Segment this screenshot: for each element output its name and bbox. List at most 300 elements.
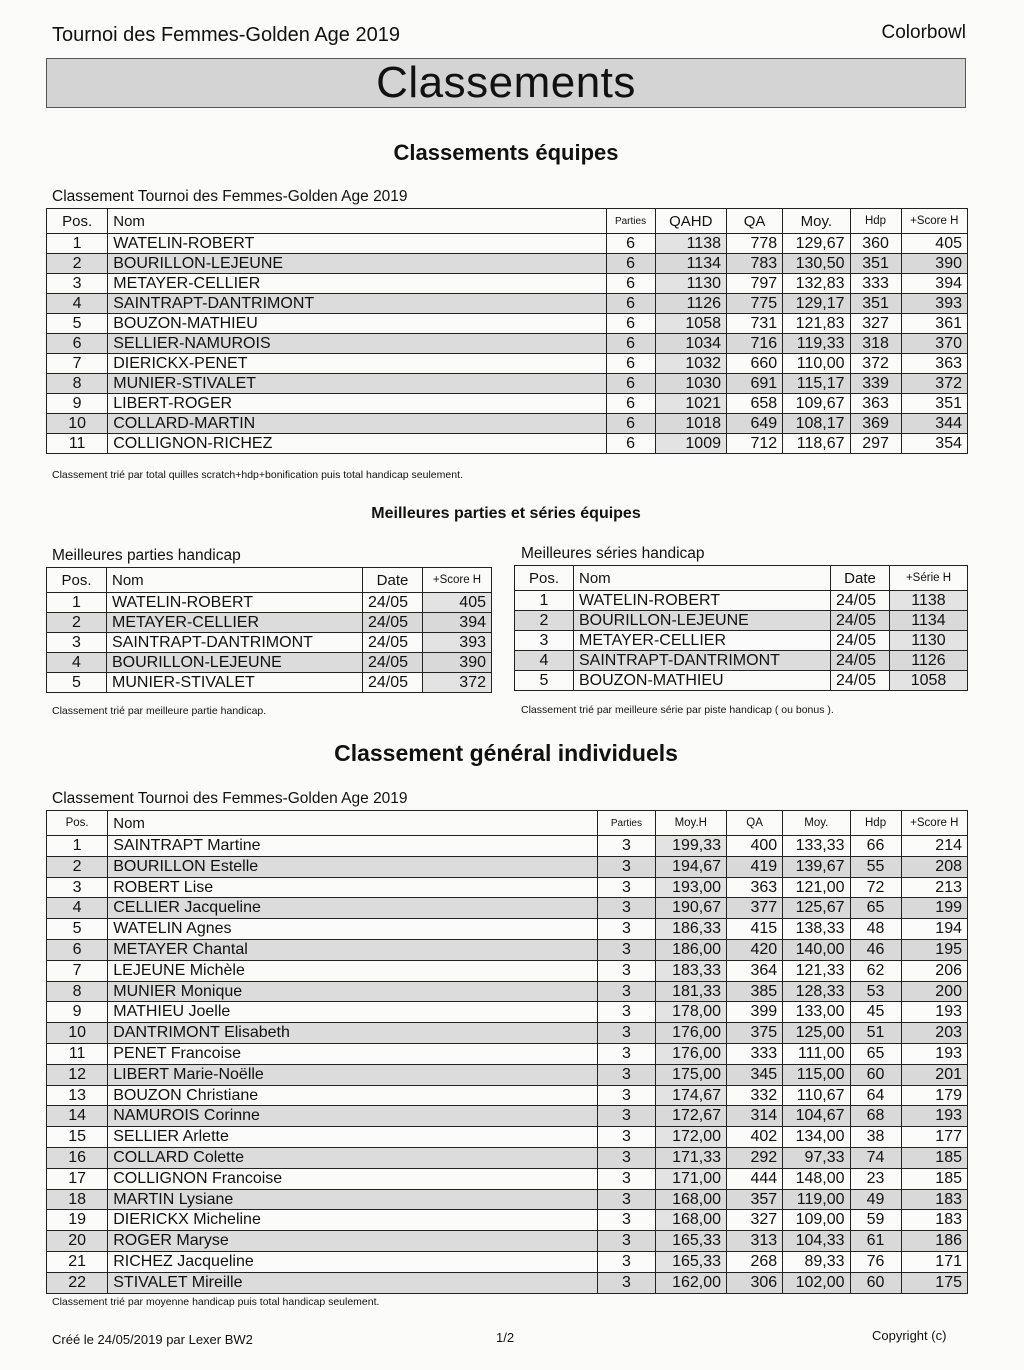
average-cell: 104,67 xyxy=(783,1106,850,1127)
best-series-caption: Meilleures séries handicap xyxy=(521,545,705,562)
handicap-cell: 360 xyxy=(850,234,901,254)
handicap-cell: 38 xyxy=(850,1127,901,1148)
column-header: QAHD xyxy=(655,209,726,234)
series-h-cell: 1058 xyxy=(890,671,968,691)
best-series-note: Classement trié par meilleure série par piste handicap ( ou bonus ). xyxy=(521,704,834,716)
score-h-cell: 344 xyxy=(901,414,967,434)
footer-created: Créé le 24/05/2019 par Lexer BW2 xyxy=(52,1332,253,1347)
table-row xyxy=(515,631,968,651)
position-cell: 4 xyxy=(47,294,108,314)
score-h-cell: 201 xyxy=(901,1064,967,1085)
score-h-cell: 206 xyxy=(901,960,967,981)
games-cell: 6 xyxy=(606,334,655,354)
date-cell: 24/05 xyxy=(831,591,890,611)
name-cell: METAYER-CELLIER xyxy=(108,274,606,294)
individual-section-title: Classement général individuels xyxy=(334,740,678,766)
position-cell: 5 xyxy=(47,919,108,940)
score-h-cell: 354 xyxy=(901,434,967,454)
table-row xyxy=(47,1189,968,1210)
name-cell: MARTIN Lysiane xyxy=(108,1189,598,1210)
position-cell: 14 xyxy=(47,1106,108,1127)
avg-h-cell: 172,67 xyxy=(655,1106,726,1127)
handicap-cell: 369 xyxy=(850,414,901,434)
position-cell: 18 xyxy=(47,1189,108,1210)
score-h-cell: 195 xyxy=(901,939,967,960)
table-row xyxy=(47,1064,968,1085)
position-cell: 6 xyxy=(47,939,108,960)
score-h-cell: 177 xyxy=(901,1127,967,1148)
name-cell: ROBERT Lise xyxy=(108,877,598,898)
name-cell: SELLIER-NAMUROIS xyxy=(108,334,606,354)
score-h-cell: 372 xyxy=(901,374,967,394)
qa-cell: 716 xyxy=(726,334,782,354)
avg-h-cell: 178,00 xyxy=(655,1002,726,1023)
column-header: QA xyxy=(726,209,782,234)
score-h-cell: 405 xyxy=(423,593,492,613)
name-cell: SAINTRAPT-DANTRIMONT xyxy=(574,651,831,671)
table-row xyxy=(47,653,492,673)
position-cell: 4 xyxy=(515,651,574,671)
date-cell: 24/05 xyxy=(831,611,890,631)
qa-cell: 292 xyxy=(727,1147,783,1168)
name-cell: LIBERT Marie-Noëlle xyxy=(108,1064,598,1085)
games-cell: 3 xyxy=(598,1210,655,1231)
games-cell: 3 xyxy=(598,1043,655,1064)
score-h-cell: 393 xyxy=(901,294,967,314)
page-banner: Classements xyxy=(46,58,966,108)
table-row xyxy=(47,1023,968,1044)
best-section-title: Meilleures parties et séries équipes xyxy=(371,505,641,522)
column-header: Nom xyxy=(108,209,606,234)
column-header: Date xyxy=(831,566,890,591)
score-h-cell: 203 xyxy=(901,1023,967,1044)
qa-cell: 363 xyxy=(727,877,783,898)
handicap-cell: 65 xyxy=(850,1043,901,1064)
qa-cell: 268 xyxy=(727,1251,783,1272)
score-h-cell: 183 xyxy=(901,1189,967,1210)
name-cell: BOURILLON Estelle xyxy=(108,856,598,877)
avg-h-cell: 181,33 xyxy=(655,981,726,1002)
average-cell: 110,00 xyxy=(783,354,850,374)
table-row xyxy=(47,1251,968,1272)
average-cell: 130,50 xyxy=(783,254,850,274)
table-row xyxy=(515,611,968,631)
games-cell: 3 xyxy=(598,1002,655,1023)
table-row xyxy=(47,374,968,394)
name-cell: PENET Francoise xyxy=(108,1043,598,1064)
qa-cell: 712 xyxy=(726,434,782,454)
average-cell: 121,00 xyxy=(783,877,850,898)
qahd-cell: 1009 xyxy=(655,434,726,454)
name-cell: DIERICKX-PENET xyxy=(108,354,606,374)
score-h-cell: 171 xyxy=(901,1251,967,1272)
games-cell: 6 xyxy=(606,434,655,454)
table-row xyxy=(47,1231,968,1252)
handicap-cell: 339 xyxy=(850,374,901,394)
average-cell: 125,00 xyxy=(783,1023,850,1044)
average-cell: 111,00 xyxy=(783,1043,850,1064)
handicap-cell: 45 xyxy=(850,1002,901,1023)
score-h-cell: 208 xyxy=(901,856,967,877)
column-header: Date xyxy=(363,568,423,593)
table-row xyxy=(47,981,968,1002)
qahd-cell: 1034 xyxy=(655,334,726,354)
column-header: Hdp xyxy=(850,209,901,234)
date-cell: 24/05 xyxy=(831,671,890,691)
qa-cell: 364 xyxy=(727,960,783,981)
handicap-cell: 74 xyxy=(850,1147,901,1168)
handicap-cell: 60 xyxy=(850,1272,901,1293)
qa-cell: 415 xyxy=(727,919,783,940)
games-cell: 3 xyxy=(598,960,655,981)
qa-cell: 327 xyxy=(727,1210,783,1231)
table-row xyxy=(47,274,968,294)
column-header: Parties xyxy=(606,209,655,234)
name-cell: WATELIN Agnes xyxy=(108,919,598,940)
table-row xyxy=(47,254,968,274)
table-row xyxy=(47,1043,968,1064)
qa-cell: 313 xyxy=(727,1231,783,1252)
position-cell: 6 xyxy=(47,334,108,354)
average-cell: 125,67 xyxy=(783,898,850,919)
teams-section-title: Classements équipes xyxy=(393,140,619,165)
date-cell: 24/05 xyxy=(363,633,423,653)
name-cell: ROGER Maryse xyxy=(108,1231,598,1252)
position-cell: 16 xyxy=(47,1147,108,1168)
name-cell: METAYER-CELLIER xyxy=(107,613,363,633)
avg-h-cell: 176,00 xyxy=(655,1043,726,1064)
date-cell: 24/05 xyxy=(363,673,423,693)
table-row xyxy=(47,1147,968,1168)
name-cell: BOUZON-MATHIEU xyxy=(108,314,606,334)
individual-ranking-table xyxy=(46,810,968,1294)
games-cell: 6 xyxy=(606,314,655,334)
score-h-cell: 213 xyxy=(901,877,967,898)
position-cell: 13 xyxy=(47,1085,108,1106)
handicap-cell: 68 xyxy=(850,1106,901,1127)
teams-ranking-table xyxy=(46,208,968,454)
table-row xyxy=(47,434,968,454)
average-cell: 109,00 xyxy=(783,1210,850,1231)
table-row xyxy=(47,314,968,334)
qahd-cell: 1130 xyxy=(655,274,726,294)
name-cell: WATELIN-ROBERT xyxy=(107,593,363,613)
qa-cell: 385 xyxy=(727,981,783,1002)
games-cell: 6 xyxy=(606,234,655,254)
avg-h-cell: 172,00 xyxy=(655,1127,726,1148)
position-cell: 7 xyxy=(47,960,108,981)
position-cell: 20 xyxy=(47,1231,108,1252)
qahd-cell: 1138 xyxy=(655,234,726,254)
handicap-cell: 297 xyxy=(850,434,901,454)
score-h-cell: 351 xyxy=(901,394,967,414)
games-cell: 3 xyxy=(598,1064,655,1085)
games-cell: 6 xyxy=(606,394,655,414)
average-cell: 108,17 xyxy=(783,414,850,434)
date-cell: 24/05 xyxy=(363,593,423,613)
table-row xyxy=(47,960,968,981)
games-cell: 6 xyxy=(606,414,655,434)
position-cell: 1 xyxy=(47,836,108,857)
avg-h-cell: 176,00 xyxy=(655,1023,726,1044)
position-cell: 17 xyxy=(47,1168,108,1189)
name-cell: SAINTRAPT-DANTRIMONT xyxy=(108,294,606,314)
average-cell: 129,17 xyxy=(783,294,850,314)
position-cell: 2 xyxy=(47,856,108,877)
avg-h-cell: 162,00 xyxy=(655,1272,726,1293)
position-cell: 4 xyxy=(47,898,108,919)
name-cell: DIERICKX Micheline xyxy=(108,1210,598,1231)
handicap-cell: 61 xyxy=(850,1231,901,1252)
series-h-cell: 1138 xyxy=(890,591,968,611)
average-cell: 109,67 xyxy=(783,394,850,414)
position-cell: 19 xyxy=(47,1210,108,1231)
teams-caption: Classement Tournoi des Femmes-Golden Age 2019 xyxy=(52,188,408,205)
games-cell: 3 xyxy=(598,1251,655,1272)
score-h-cell: 372 xyxy=(423,673,492,693)
brand-name: Colorbowl xyxy=(881,22,966,43)
position-cell: 15 xyxy=(47,1127,108,1148)
games-cell: 3 xyxy=(598,1023,655,1044)
handicap-cell: 372 xyxy=(850,354,901,374)
avg-h-cell: 175,00 xyxy=(655,1064,726,1085)
table-row xyxy=(47,294,968,314)
avg-h-cell: 183,33 xyxy=(655,960,726,981)
games-cell: 3 xyxy=(598,1189,655,1210)
column-header: Nom xyxy=(107,568,363,593)
position-cell: 3 xyxy=(47,877,108,898)
average-cell: 115,17 xyxy=(783,374,850,394)
name-cell: COLLARD Colette xyxy=(108,1147,598,1168)
average-cell: 118,67 xyxy=(783,434,850,454)
column-header: Parties xyxy=(598,811,655,836)
qahd-cell: 1134 xyxy=(655,254,726,274)
handicap-cell: 55 xyxy=(850,856,901,877)
position-cell: 1 xyxy=(515,591,574,611)
position-cell: 12 xyxy=(47,1064,108,1085)
position-cell: 5 xyxy=(515,671,574,691)
score-h-cell: 193 xyxy=(901,1106,967,1127)
qa-cell: 332 xyxy=(727,1085,783,1106)
average-cell: 110,67 xyxy=(783,1085,850,1106)
name-cell: LIBERT-ROGER xyxy=(108,394,606,414)
qa-cell: 357 xyxy=(727,1189,783,1210)
table-row xyxy=(515,591,968,611)
score-h-cell: 193 xyxy=(901,1002,967,1023)
qahd-cell: 1018 xyxy=(655,414,726,434)
handicap-cell: 351 xyxy=(850,254,901,274)
games-cell: 3 xyxy=(598,939,655,960)
average-cell: 97,33 xyxy=(783,1147,850,1168)
column-header: Pos. xyxy=(515,566,574,591)
avg-h-cell: 171,33 xyxy=(655,1147,726,1168)
table-row xyxy=(47,234,968,254)
average-cell: 148,00 xyxy=(783,1168,850,1189)
score-h-cell: 361 xyxy=(901,314,967,334)
date-cell: 24/05 xyxy=(831,651,890,671)
date-cell: 24/05 xyxy=(363,653,423,673)
name-cell: RICHEZ Jacqueline xyxy=(108,1251,598,1272)
individual-caption: Classement Tournoi des Femmes-Golden Age 2019 xyxy=(52,790,408,807)
position-cell: 9 xyxy=(47,394,108,414)
games-cell: 3 xyxy=(598,1231,655,1252)
name-cell: MUNIER-STIVALET xyxy=(108,374,606,394)
column-header: Nom xyxy=(574,566,831,591)
handicap-cell: 23 xyxy=(850,1168,901,1189)
name-cell: COLLIGNON Francoise xyxy=(108,1168,598,1189)
table-row xyxy=(47,856,968,877)
score-h-cell: 393 xyxy=(423,633,492,653)
qa-cell: 649 xyxy=(726,414,782,434)
name-cell: BOURILLON-LEJEUNE xyxy=(108,254,606,274)
qahd-cell: 1021 xyxy=(655,394,726,414)
table-row xyxy=(47,877,968,898)
name-cell: STIVALET Mireille xyxy=(108,1272,598,1293)
handicap-cell: 53 xyxy=(850,981,901,1002)
score-h-cell: 186 xyxy=(901,1231,967,1252)
table-row xyxy=(47,1085,968,1106)
qa-cell: 420 xyxy=(727,939,783,960)
table-row xyxy=(47,593,492,613)
score-h-cell: 394 xyxy=(901,274,967,294)
name-cell: COLLARD-MARTIN xyxy=(108,414,606,434)
handicap-cell: 64 xyxy=(850,1085,901,1106)
score-h-cell: 390 xyxy=(901,254,967,274)
average-cell: 132,83 xyxy=(783,274,850,294)
position-cell: 1 xyxy=(47,593,107,613)
table-row xyxy=(47,613,492,633)
games-cell: 3 xyxy=(598,981,655,1002)
position-cell: 10 xyxy=(47,1023,108,1044)
handicap-cell: 49 xyxy=(850,1189,901,1210)
position-cell: 21 xyxy=(47,1251,108,1272)
average-cell: 121,33 xyxy=(783,960,850,981)
handicap-cell: 72 xyxy=(850,877,901,898)
score-h-cell: 185 xyxy=(901,1168,967,1189)
handicap-cell: 351 xyxy=(850,294,901,314)
qa-cell: 778 xyxy=(726,234,782,254)
qa-cell: 314 xyxy=(727,1106,783,1127)
avg-h-cell: 168,00 xyxy=(655,1189,726,1210)
name-cell: WATELIN-ROBERT xyxy=(108,234,606,254)
column-header: +Série H xyxy=(890,566,968,591)
qahd-cell: 1032 xyxy=(655,354,726,374)
qa-cell: 402 xyxy=(727,1127,783,1148)
average-cell: 104,33 xyxy=(783,1231,850,1252)
column-header: Moy. xyxy=(783,811,850,836)
score-h-cell: 175 xyxy=(901,1272,967,1293)
games-cell: 6 xyxy=(606,274,655,294)
handicap-cell: 318 xyxy=(850,334,901,354)
average-cell: 134,00 xyxy=(783,1127,850,1148)
best-games-caption: Meilleures parties handicap xyxy=(52,547,241,564)
avg-h-cell: 165,33 xyxy=(655,1231,726,1252)
games-cell: 3 xyxy=(598,1168,655,1189)
name-cell: DANTRIMONT Elisabeth xyxy=(108,1023,598,1044)
score-h-cell: 214 xyxy=(901,836,967,857)
date-cell: 24/05 xyxy=(831,631,890,651)
column-header: Hdp xyxy=(850,811,901,836)
table-row xyxy=(47,1106,968,1127)
date-cell: 24/05 xyxy=(363,613,423,633)
qa-cell: 400 xyxy=(727,836,783,857)
score-h-cell: 183 xyxy=(901,1210,967,1231)
column-header: Moy.H xyxy=(655,811,726,836)
position-cell: 3 xyxy=(47,633,107,653)
handicap-cell: 60 xyxy=(850,1064,901,1085)
position-cell: 5 xyxy=(47,673,107,693)
games-cell: 6 xyxy=(606,254,655,274)
handicap-cell: 48 xyxy=(850,919,901,940)
average-cell: 139,67 xyxy=(783,856,850,877)
avg-h-cell: 165,33 xyxy=(655,1251,726,1272)
name-cell: BOUZON-MATHIEU xyxy=(574,671,831,691)
handicap-cell: 76 xyxy=(850,1251,901,1272)
qa-cell: 306 xyxy=(727,1272,783,1293)
games-cell: 3 xyxy=(598,1272,655,1293)
average-cell: 140,00 xyxy=(783,939,850,960)
table-row xyxy=(47,673,492,693)
handicap-cell: 66 xyxy=(850,836,901,857)
score-h-cell: 390 xyxy=(423,653,492,673)
name-cell: COLLIGNON-RICHEZ xyxy=(108,434,606,454)
position-cell: 2 xyxy=(515,611,574,631)
avg-h-cell: 174,67 xyxy=(655,1085,726,1106)
avg-h-cell: 168,00 xyxy=(655,1210,726,1231)
average-cell: 119,00 xyxy=(783,1189,850,1210)
table-row xyxy=(47,1210,968,1231)
qa-cell: 377 xyxy=(727,898,783,919)
qa-cell: 775 xyxy=(726,294,782,314)
handicap-cell: 59 xyxy=(850,1210,901,1231)
avg-h-cell: 190,67 xyxy=(655,898,726,919)
qa-cell: 797 xyxy=(726,274,782,294)
games-cell: 6 xyxy=(606,354,655,374)
name-cell: MATHIEU Joelle xyxy=(108,1002,598,1023)
avg-h-cell: 186,00 xyxy=(655,939,726,960)
series-h-cell: 1130 xyxy=(890,631,968,651)
position-cell: 8 xyxy=(47,374,108,394)
handicap-cell: 62 xyxy=(850,960,901,981)
table-row xyxy=(515,651,968,671)
games-cell: 6 xyxy=(606,374,655,394)
table-row xyxy=(47,939,968,960)
qa-cell: 658 xyxy=(726,394,782,414)
score-h-cell: 394 xyxy=(423,613,492,633)
qa-cell: 375 xyxy=(727,1023,783,1044)
name-cell: MUNIER Monique xyxy=(108,981,598,1002)
qa-cell: 660 xyxy=(726,354,782,374)
qa-cell: 345 xyxy=(727,1064,783,1085)
qa-cell: 783 xyxy=(726,254,782,274)
best-games-note: Classement trié par meilleure partie handicap. xyxy=(52,705,267,717)
games-cell: 6 xyxy=(606,294,655,314)
score-h-cell: 185 xyxy=(901,1147,967,1168)
footer-copyright: Copyright (c) xyxy=(872,1328,947,1343)
games-cell: 3 xyxy=(598,836,655,857)
handicap-cell: 327 xyxy=(850,314,901,334)
games-cell: 3 xyxy=(598,1127,655,1148)
score-h-cell: 179 xyxy=(901,1085,967,1106)
name-cell: SAINTRAPT-DANTRIMONT xyxy=(107,633,363,653)
position-cell: 11 xyxy=(47,434,108,454)
average-cell: 133,00 xyxy=(783,1002,850,1023)
table-row xyxy=(47,836,968,857)
avg-h-cell: 186,33 xyxy=(655,919,726,940)
name-cell: METAYER-CELLIER xyxy=(574,631,831,651)
name-cell: BOUZON Christiane xyxy=(108,1085,598,1106)
column-header: QA xyxy=(727,811,783,836)
